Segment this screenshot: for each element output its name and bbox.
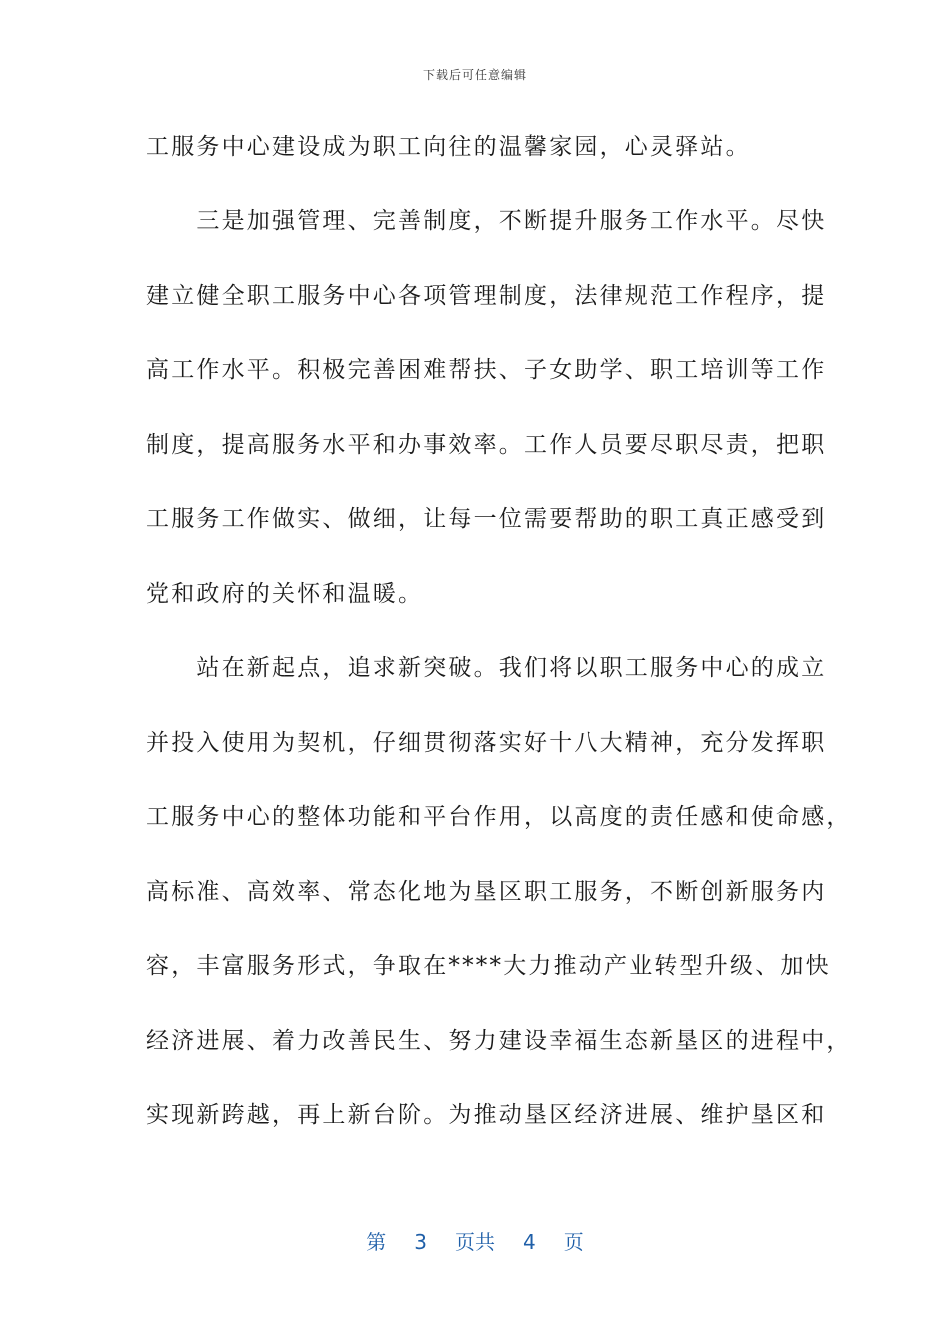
body-line: 工服务中心建设成为职工向往的温馨家园，心灵驿站。 [146,134,751,160]
footer-middle: 页共 [455,1230,495,1254]
body-line: 高标准、高效率、常态化地为垦区职工服务，不断创新服务内 [146,879,827,905]
footer-suffix: 页 [563,1230,584,1254]
body-line: 党和政府的关怀和温暖。 [146,581,424,607]
body-line: 工服务中心的整体功能和平台作用，以高度的责任感和使命感， [146,804,852,830]
body-line: 经济进展、着力改善民生、努力建设幸福生态新垦区的进程中， [146,1028,852,1054]
body-line: 工服务工作做实、做细，让每一位需要帮助的职工真正感受到 [146,506,827,532]
body-line: 建立健全职工服务中心各项管理制度，法律规范工作程序，提 [146,283,827,309]
body-line: 实现新跨越，再上新台阶。为推动垦区经济进展、维护垦区和 [146,1102,827,1128]
page-footer [0,1226,950,1255]
header-note: 下载后可任意编辑 [422,68,527,82]
current-page-number: 3 [414,1230,427,1254]
body-line: 容，丰富服务形式，争取在****大力推动产业转型升级、加快 [146,953,831,979]
body-line: 制度，提高服务水平和办事效率。工作人员要尽职尽责，把职 [146,432,827,458]
body-line: 三是加强管理、完善制度，不断提升服务工作水平。尽快 [146,208,827,234]
footer-prefix: 第 [366,1230,387,1254]
body-line: 并投入使用为契机，仔细贯彻落实好十八大精神，充分发挥职 [146,730,827,756]
body-line: 高工作水平。积极完善困难帮扶、子女助学、职工培训等工作 [146,357,827,383]
body-line: 站在新起点，追求新突破。我们将以职工服务中心的成立 [146,655,827,681]
total-pages-number: 4 [523,1230,536,1254]
